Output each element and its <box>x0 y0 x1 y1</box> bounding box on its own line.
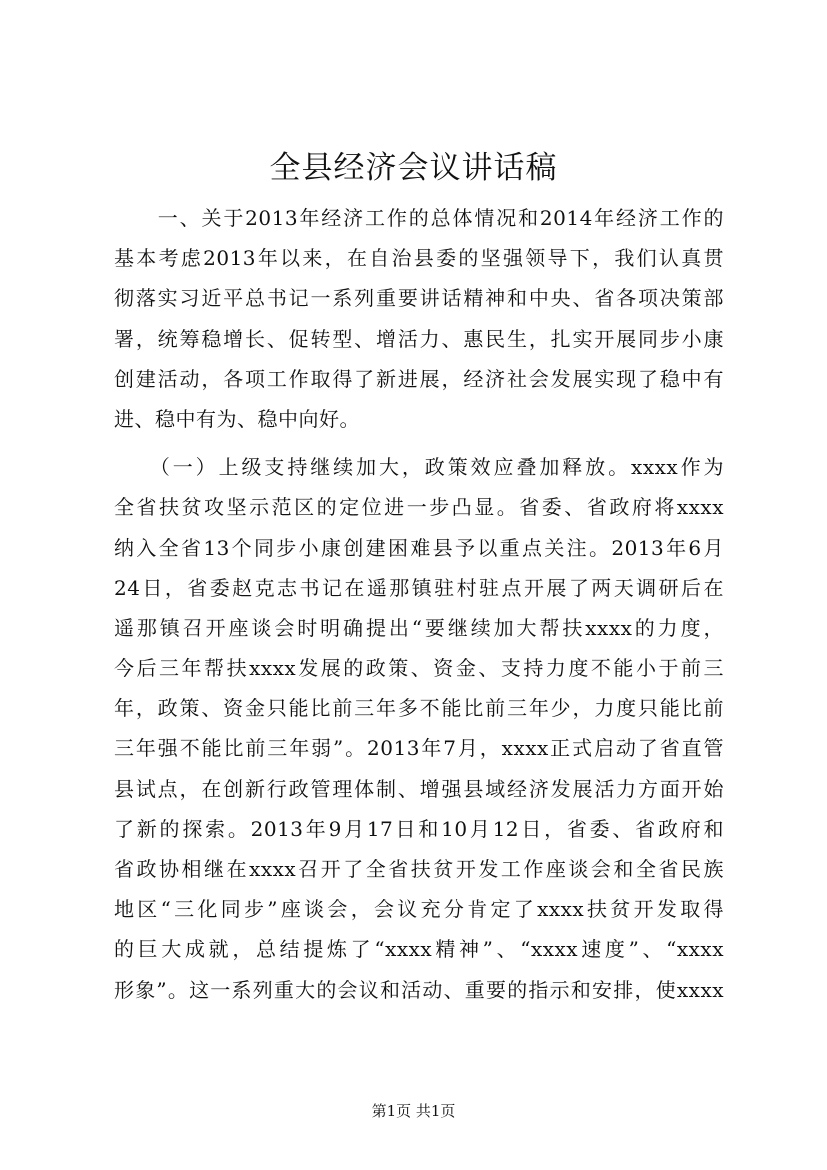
text-line: 形象”。这一系列重大的会议和活动、重要的指示和安排，使xxxx <box>114 977 724 1002</box>
text-line: 今后三年帮扶xxxx发展的政策、资金、支持力度不能小于前三 <box>114 656 724 681</box>
paragraph-2 <box>114 447 724 1010</box>
text-line: （一）上级支持继续加大，政策效应叠加释放。xxxx作为 <box>114 455 724 480</box>
paragraph-1 <box>114 198 724 439</box>
text-line: 省政协相继在xxxx召开了全省扶贫开发工作座谈会和全省民族 <box>114 857 724 881</box>
document-body <box>114 198 724 1010</box>
text-line: 彻落实习近平总书记一系列重要讲话精神和中央、省各项决策部 <box>114 286 724 311</box>
text-line: 了新的探索。2013年9月17日和10月12日，省委、省政府和 <box>114 816 724 841</box>
text-line: 纳入全省13个同步小康创建困难县予以重点关注。2013年6月 <box>114 535 724 560</box>
text-line: 一、关于2013年经济工作的总体情况和2014年经济工作的 <box>114 206 724 230</box>
page-number-footer: 第1页 共1页 <box>371 1102 456 1120</box>
text-line: 24日，省委赵克志书记在遥那镇驻村驻点开展了两天调研后在 <box>114 575 724 600</box>
text-line: 的巨大成就，总结提炼了“xxxx精神”、“xxxx速度”、“xxxx <box>114 937 724 962</box>
text-line: 全省扶贫攻坚示范区的定位进一步凸显。省委、省政府将xxxx <box>114 495 724 520</box>
document-title: 全县经济会议讲话稿 <box>269 150 558 186</box>
text-line: 地区“三化同步”座谈会，会议充分肯定了xxxx扶贫开发取得 <box>114 897 724 922</box>
text-line: 基本考虑2013年以来，在自治县委的坚强领导下，我们认真贯 <box>114 246 724 271</box>
text-line: 遥那镇召开座谈会时明确提出“要继续加大帮扶xxxx的力度， <box>114 615 724 640</box>
text-line: 年，政策、资金只能比前三年多不能比前三年少，力度只能比前 <box>114 696 724 721</box>
text-line: 三年强不能比前三年弱”。2013年7月，xxxx正式启动了省直管 <box>114 736 724 761</box>
text-line: 创建活动，各项工作取得了新进展，经济社会发展实现了稳中有 <box>114 366 724 391</box>
text-line: 县试点，在创新行政管理体制、增强县域经济发展活力方面开始 <box>114 776 724 801</box>
text-line: 署，统筹稳增长、促转型、增活力、惠民生，扎实开展同步小康 <box>114 326 724 351</box>
text-line: 进、稳中有为、稳中向好。 <box>114 406 360 431</box>
